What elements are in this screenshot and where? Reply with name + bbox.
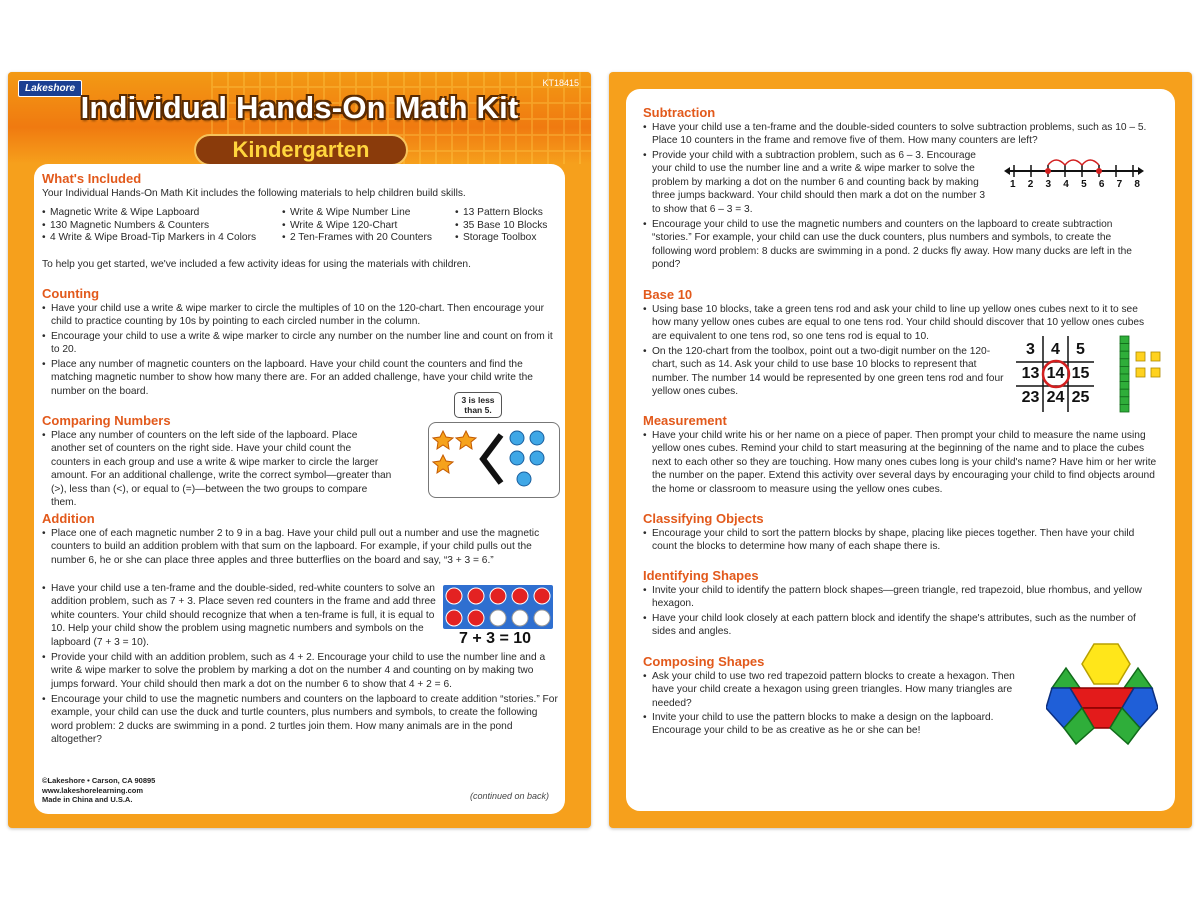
page-title: Individual Hands-On Math Kit: [80, 90, 519, 125]
grid-cell: 5: [1076, 341, 1085, 358]
lapboard-illustration: [428, 422, 560, 498]
section-title-subtraction: Subtraction: [643, 105, 716, 120]
star-butterfly-icon: [429, 423, 561, 499]
speech-bubble: 3 is less than 5.: [454, 392, 502, 418]
classifying-item: • Encourage your child to sort the pattern blocks by shape, placing like pieces together. Then have your child count the blocks to determine how many of each shape there is.: [643, 527, 1149, 554]
addition-item: • Place one of each magnetic number 2 to 9 in a bag. Have your child pull out a number and use the magnetic counters to build an addition problem with that sum on the lapboard. For example, if your child pulls out the number 6, he or she can place three apples and three butterflies on the board and say, “3 + 3 = 6.”: [42, 527, 558, 567]
footer-line: ©Lakeshore • Carson, CA 90895: [42, 776, 156, 785]
materials-list-3: [455, 207, 565, 245]
composing-item: • Invite your child to use the pattern blocks to make a design on the lapboard. Encourage your child to be as creative as he or she can be!: [643, 711, 1033, 738]
footer-line: Made in China and U.S.A.: [42, 795, 133, 804]
list-item: • Magnetic Write & Wipe Lapboard: [42, 207, 292, 220]
grid-cell: 25: [1071, 389, 1090, 406]
measurement-item: • Have your child write his or her name on a piece of paper. Then prompt your child to measure the name using yellow ones cubes. Remind your child to start measuring at the beginning of the name and to place the cubes next to each other so they are touching. How many ones cubes long is your child's name? Have him or her write the number on the paper. Extend this activity over several days by encouraging your child to find objects around the home or classroom to measure using the yellow ones cubes.: [643, 429, 1163, 496]
grid-cell: 14: [1046, 365, 1065, 382]
counting-item: • Place any number of magnetic counters on the lapboard. Have your child count the counters and find the matching magnetic number to show how many there are. For an added challenge, have your child write the number on the board.: [42, 358, 558, 398]
counting-item: • Have your child use a write & wipe marker to circle the multiples of 10 on the 120-chart. Then encourage your child to practice counting by 10s by pointing to each circled number in the column.: [42, 302, 558, 329]
section-title-measurement: Measurement: [643, 413, 727, 428]
list-item: • Write & Wipe 120-Chart: [282, 220, 452, 233]
number-line-icon: [1004, 155, 1144, 179]
footer-line: www.lakeshorelearning.com: [42, 785, 144, 795]
grid-cell: 24: [1046, 389, 1065, 406]
list-item: • Write & Wipe Number Line: [282, 207, 452, 220]
tick-label: 6: [1098, 179, 1105, 190]
list-item: • 13 Pattern Blocks: [455, 207, 565, 220]
ten-frame-icon: [443, 585, 553, 629]
grid-cell: 23: [1021, 389, 1040, 406]
tick-label: 5: [1081, 179, 1087, 190]
product-code: KT18415: [542, 78, 579, 88]
equation-label: 7 + 3 = 10: [459, 630, 532, 647]
list-item: • 35 Base 10 Blocks: [455, 220, 565, 233]
grid-cell: 4: [1051, 341, 1060, 358]
section-title-addition: Addition: [42, 511, 95, 526]
section-title-identifying: Identifying Shapes: [643, 568, 759, 583]
addition-item: • Encourage your child to use the magnetic numbers and counters on the lapboard to create addition “stories.” For example, your child can use the duck and turtle counters, plus numbers and symbols, to create the following word problem: 2 ducks are swimming in a pond. 2 turtles join them. How many animals are in the pond altogether?: [42, 693, 558, 747]
whats-included-outro: To help you get started, we've included a few activity ideas for using the materials with children.: [42, 259, 471, 270]
grid-cell: 13: [1021, 365, 1040, 382]
grid-lines-icon: [1016, 336, 1096, 412]
tick-label: 3: [1045, 179, 1052, 190]
list-item: • Storage Toolbox: [455, 232, 565, 245]
tens-rod-icon: [1118, 334, 1164, 414]
addition-item: • Have your child use a ten-frame and the double-sided, red-white counters to solve an addition problem, such as 7 + 3. Place seven red counters in the frame and add three white counters. Your child should recognize that when a ten-frame is full, it is equal to 10. Help your child show the problem using magnetic numbers and symbols on the lapboard (7 + 3 = 10).: [42, 582, 438, 649]
tick-label: 1: [1010, 179, 1016, 190]
ten-frame-illustration: [443, 585, 553, 629]
comparing-item: • Place any number of counters on the left side of the lapboard. Place another set of counters on the right side. Have your child count the counters in each group and use a write & wipe marker to circle the larger amount. For an additional challenge, write the correct symbol—greater than (>), less than (<), or equal to (=)—between the two groups to compare them.: [42, 429, 392, 509]
brand-logo: Lakeshore: [18, 80, 82, 97]
identifying-item: • Have your child look closely at each pattern block and identify the shape's attributes, such as the number of sides and angles.: [643, 612, 1149, 639]
tick-label: 2: [1027, 179, 1034, 190]
footer-info: [42, 776, 155, 805]
tick-label: 8: [1134, 179, 1140, 190]
section-title-counting: Counting: [42, 286, 100, 301]
grid-lines: [1016, 336, 1096, 412]
list-item: • 4 Write & Wipe Broad-Tip Markers in 4 Colors: [42, 232, 292, 245]
addition-item: • Provide your child with an addition problem, such as 4 + 2. Encourage your child to use the number line and a write & wipe marker to solve the problem by marking a dot on the number 4 and counting on by making two jumps forward. Your child should then mark a dot on the number 6 to show that 4 + 2 = 6.: [42, 651, 558, 691]
counting-item: • Encourage your child to use a write & wipe marker to circle any number on the number line and count on from it to 20.: [42, 330, 558, 357]
number-line-labels: [1010, 179, 1140, 190]
list-item: • 130 Magnetic Numbers & Counters: [42, 220, 292, 233]
grade-badge: Kindergarten: [194, 134, 408, 164]
materials-list-2: [282, 207, 452, 245]
header-banner: [8, 72, 591, 164]
identifying-item: • Invite your child to identify the pattern block shapes—green triangle, red trapezoid, blue rhombus, and yellow hexagon.: [643, 584, 1149, 611]
subtraction-item: • Provide your child with a subtraction problem, such as 6 – 3. Encourage your child to use the number line and a write & wipe marker to solve the problem by marking a dot on the number 6 and counting back by making three jumps backward. Your child should then mark a dot on the number 3 to show that 6 – 3 = 3.: [643, 149, 993, 216]
base10-item: • On the 120-chart from the toolbox, point out a two-digit number on the 120-chart, such as 14. Ask your child to use base 10 blocks to represent that number. The number 14 would be represented by one green tens rod and four yellow ones cubes.: [643, 345, 1011, 399]
grid-cell: 3: [1026, 341, 1035, 358]
section-title-base10: Base 10: [643, 287, 693, 302]
section-title-composing: Composing Shapes: [643, 654, 765, 669]
subtraction-item: • Encourage your child to use the magnetic numbers and counters on the lapboard to create subtraction “stories.” For example, your child can use the duck counters, plus numbers and symbols, to create the following word problem: 8 ducks are swimming in a pond. 2 ducks fly away. How many ducks are left in the pond?: [643, 218, 1149, 272]
list-item: • 2 Ten-Frames with 20 Counters: [282, 232, 452, 245]
tick-label: 7: [1116, 179, 1123, 190]
subtraction-item: • Have your child use a ten-frame and the double-sided counters to solve subtraction problems, such as 10 – 5. Place 10 counters in the frame and remove five of them. How many counters are left?: [643, 121, 1149, 148]
base10-item: • Using base 10 blocks, take a green tens rod and ask your child to line up yellow ones cubes next to it to see how many yellow ones cubes are equal to one tens rod. Your child should discover that 10 yellow ones cubes are equivalent to one tens rod, so one tens rod is equal to 10.: [643, 303, 1149, 343]
section-title-comparing: Comparing Numbers: [42, 413, 171, 428]
pattern-blocks-icon: [1046, 642, 1158, 746]
whats-included-intro: Your Individual Hands-On Math Kit includes the following materials to help children build skills.: [42, 188, 466, 199]
continued-note: (continued on back): [470, 791, 550, 801]
base10-blocks: [1118, 334, 1164, 414]
materials-list-1: [42, 207, 292, 245]
section-title-classifying: Classifying Objects: [643, 511, 764, 526]
composing-item: • Ask your child to use two red trapezoid pattern blocks to create a hexagon. Then have your child create a hexagon using green triangles. How many triangles are needed?: [643, 670, 1023, 710]
grid-cell: 15: [1071, 365, 1090, 382]
tick-label: 4: [1063, 179, 1069, 190]
pattern-blocks-illustration: [1046, 642, 1158, 746]
section-title-whats-included: What's Included: [42, 171, 142, 186]
